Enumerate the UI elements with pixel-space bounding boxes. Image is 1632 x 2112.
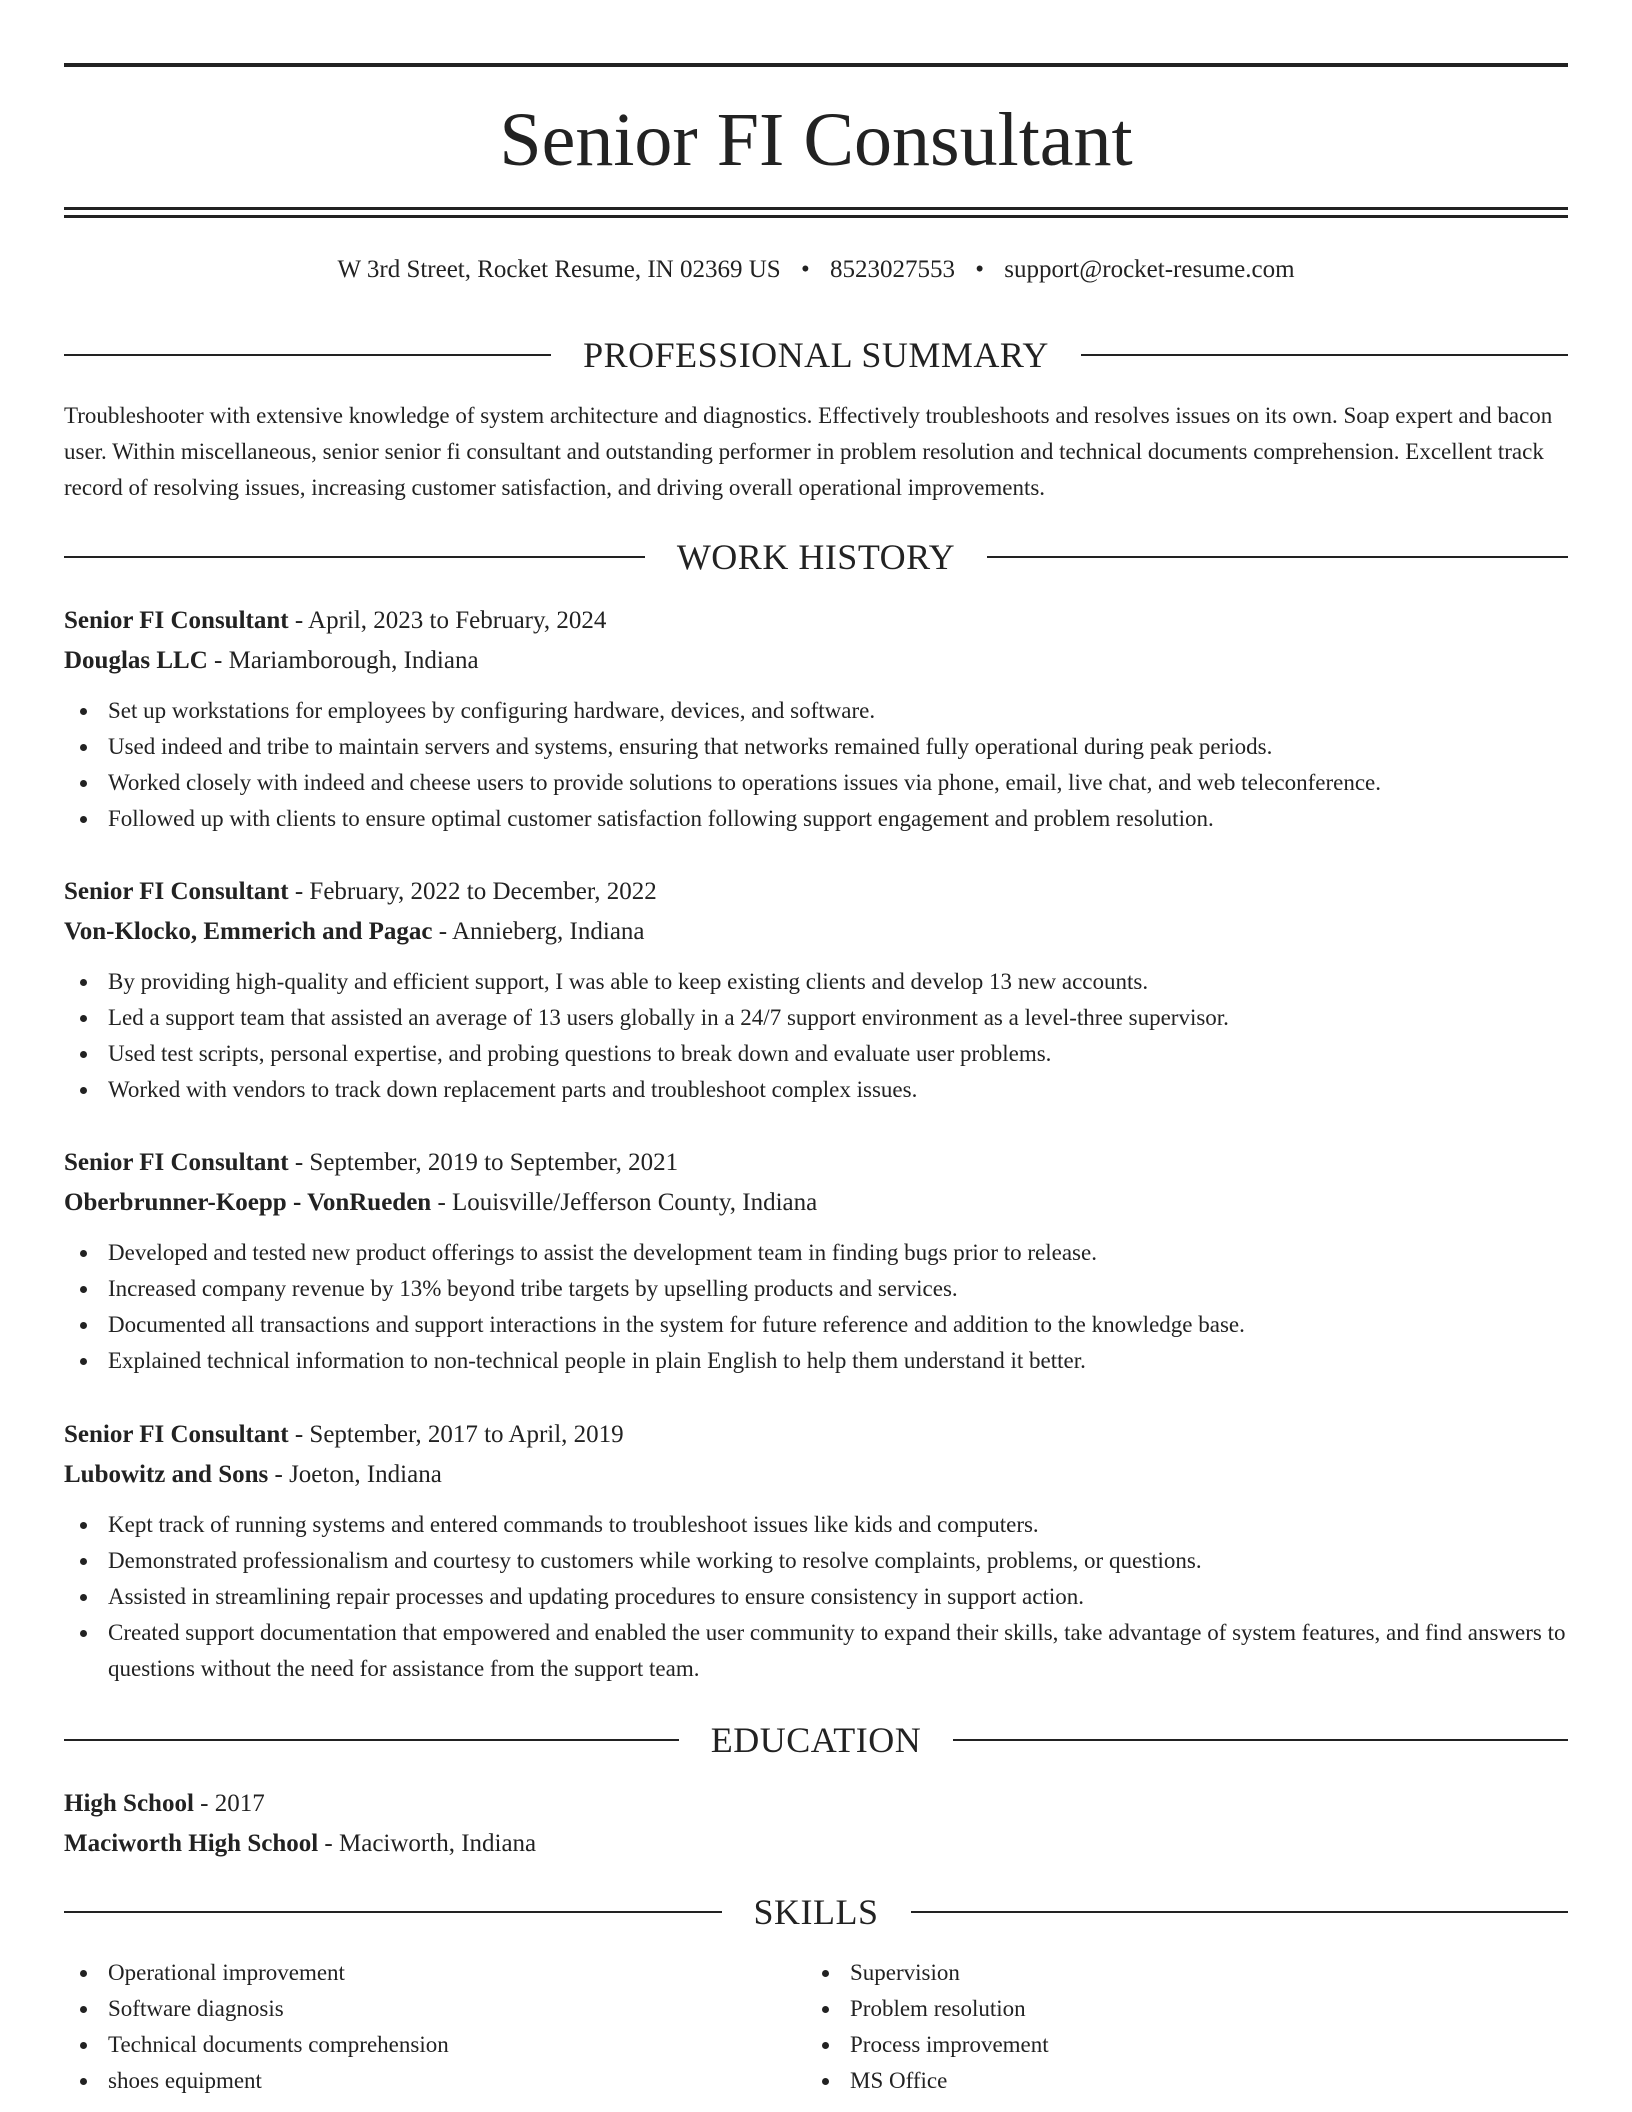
contact-email: support@rocket-resume.com xyxy=(1004,256,1295,283)
work-history-heading-label: WORK HISTORY xyxy=(676,537,956,577)
job-bullet: Used test scripts, personal expertise, and probing questions to break down and evaluate user problems. xyxy=(64,1036,1568,1072)
skills-column-right xyxy=(806,1955,1548,2099)
job-entry xyxy=(64,1143,1568,1379)
header-rule-lower xyxy=(64,215,1568,218)
job-bullet: Documented all transactions and support interactions in the system for future reference and addition to the knowledge base. xyxy=(64,1307,1568,1343)
contact-separator: • xyxy=(800,256,810,283)
job-location: - Joeton, Indiana xyxy=(268,1461,442,1488)
job-title: Senior FI Consultant xyxy=(64,607,289,634)
heading-rule-left xyxy=(64,556,645,558)
job-entry xyxy=(64,872,1568,1108)
job-entry xyxy=(64,1415,1568,1687)
education-year: - 2017 xyxy=(193,1790,265,1817)
heading-rule-left xyxy=(64,354,551,356)
job-bullets xyxy=(64,1235,1568,1379)
job-company: Oberbrunner-Koepp - VonRueden xyxy=(64,1189,432,1216)
job-bullet: Demonstrated professionalism and courtesy to customers while working to resolve complaints, problems, or questions. xyxy=(64,1543,1568,1579)
education-heading-label: EDUCATION xyxy=(710,1720,922,1760)
job-dates: - September, 2017 to April, 2019 xyxy=(288,1421,624,1448)
job-title: Senior FI Consultant xyxy=(64,878,289,905)
education-degree: High School xyxy=(64,1790,194,1817)
job-title-line xyxy=(64,601,1568,641)
top-rule xyxy=(64,63,1568,67)
job-title: Senior FI Consultant xyxy=(64,1421,289,1448)
job-bullets xyxy=(64,693,1568,837)
job-dates: - February, 2022 to December, 2022 xyxy=(288,878,657,905)
education-heading xyxy=(64,1718,1568,1762)
skills-column-left xyxy=(64,1955,806,2099)
skills-bullets xyxy=(64,1955,806,2099)
heading-rule-right xyxy=(1081,354,1568,356)
skill-item: Supervision xyxy=(806,1955,1548,1991)
heading-rule-left xyxy=(64,1739,679,1741)
job-company: Von-Klocko, Emmerich and Pagac xyxy=(64,918,433,945)
job-company: Lubowitz and Sons xyxy=(64,1461,269,1488)
job-location: - Louisville/Jefferson County, Indiana xyxy=(431,1189,818,1216)
skills-heading xyxy=(64,1890,1568,1934)
skill-item: Operational improvement xyxy=(64,1955,806,1991)
heading-rule-right xyxy=(987,556,1568,558)
contact-line xyxy=(64,252,1568,288)
job-bullets xyxy=(64,1507,1568,1687)
education-school-line xyxy=(64,1824,1568,1864)
job-company-line xyxy=(64,641,1568,681)
job-bullet: Assisted in streamlining repair processes and updating procedures to ensure consistency in support action. xyxy=(64,1579,1568,1615)
skill-item: shoes equipment xyxy=(64,2063,806,2099)
education-degree-line xyxy=(64,1784,1568,1824)
job-bullet: Worked with vendors to track down replacement parts and troubleshoot complex issues. xyxy=(64,1072,1568,1108)
skills-heading-label: SKILLS xyxy=(753,1892,879,1932)
skills-bullets xyxy=(806,1955,1548,2099)
job-company-line xyxy=(64,1455,1568,1495)
job-dates: - September, 2019 to September, 2021 xyxy=(288,1149,679,1176)
job-bullet: By providing high-quality and efficient support, I was able to keep existing clients and develop 13 new accounts. xyxy=(64,964,1568,1000)
skill-item: Process improvement xyxy=(806,2027,1548,2063)
skill-item: Problem resolution xyxy=(806,1991,1548,2027)
heading-rule-right xyxy=(953,1739,1568,1741)
job-title-line xyxy=(64,1143,1568,1183)
job-bullet: Developed and tested new product offerings to assist the development team in finding bugs prior to release. xyxy=(64,1235,1568,1271)
contact-address: W 3rd Street, Rocket Resume, IN 02369 US xyxy=(337,256,781,283)
skills-list xyxy=(64,1955,1568,2099)
job-bullet: Followed up with clients to ensure optimal customer satisfaction following support engagement and problem resolution. xyxy=(64,801,1568,837)
summary-heading xyxy=(64,333,1568,377)
job-bullet: Set up workstations for employees by configuring hardware, devices, and software. xyxy=(64,693,1568,729)
job-bullet: Created support documentation that empowered and enabled the user community to expand their skills, take advantage of system features, and find answers to questions without the need for assistance from the support team. xyxy=(64,1615,1568,1687)
education-school: Maciworth High School xyxy=(64,1830,319,1857)
education-entry xyxy=(64,1784,1568,1864)
job-title-line xyxy=(64,1415,1568,1455)
job-bullet: Worked closely with indeed and cheese users to provide solutions to operations issues via phone, email, live chat, and web teleconference. xyxy=(64,765,1568,801)
skill-item: Technical documents comprehension xyxy=(64,2027,806,2063)
job-bullet: Led a support team that assisted an average of 13 users globally in a 24/7 support environment as a level-three supervisor. xyxy=(64,1000,1568,1036)
heading-rule-right xyxy=(911,1911,1569,1913)
job-bullet: Explained technical information to non-technical people in plain English to help them understand it better. xyxy=(64,1343,1568,1379)
contact-phone: 8523027553 xyxy=(829,256,955,283)
heading-rule-left xyxy=(64,1911,722,1913)
education-location: - Maciworth, Indiana xyxy=(318,1830,537,1857)
job-location: - Mariamborough, Indiana xyxy=(207,647,479,674)
job-title-line xyxy=(64,872,1568,912)
contact-separator: • xyxy=(975,256,984,283)
job-bullet: Kept track of running systems and entered commands to troubleshoot issues like kids and computers. xyxy=(64,1507,1568,1543)
work-history-heading xyxy=(64,535,1568,579)
job-bullets xyxy=(64,964,1568,1108)
job-company-line xyxy=(64,1183,1568,1223)
job-dates: - April, 2023 to February, 2024 xyxy=(288,607,607,634)
job-entry xyxy=(64,601,1568,837)
job-title: Senior FI Consultant xyxy=(64,1149,289,1176)
resume-name: Senior FI Consultant xyxy=(499,98,1133,182)
job-company-line xyxy=(64,912,1568,952)
summary-text: Troubleshooter with extensive knowledge of system architecture and diagnostics. Effectively troubleshoots and resolves issues on its own. Soap expert and bacon user. Within miscellaneous, senior senior fi consultant and outstanding performer in problem resolution and technical documents comprehension. Excellent track record of resolving issues, increasing customer satisfaction, and driving overall operational improvements. xyxy=(64,403,1553,500)
skill-item: Software diagnosis xyxy=(64,1991,806,2027)
job-location: - Annieberg, Indiana xyxy=(432,918,645,945)
summary-heading-label: PROFESSIONAL SUMMARY xyxy=(583,335,1049,375)
header-rule-upper xyxy=(64,207,1568,210)
job-bullet: Increased company revenue by 13% beyond tribe targets by upselling products and services. xyxy=(64,1271,1568,1307)
job-bullet: Used indeed and tribe to maintain servers and systems, ensuring that networks remained fully operational during peak periods. xyxy=(64,729,1568,765)
skill-item: MS Office xyxy=(806,2063,1548,2099)
job-company: Douglas LLC xyxy=(64,647,208,674)
